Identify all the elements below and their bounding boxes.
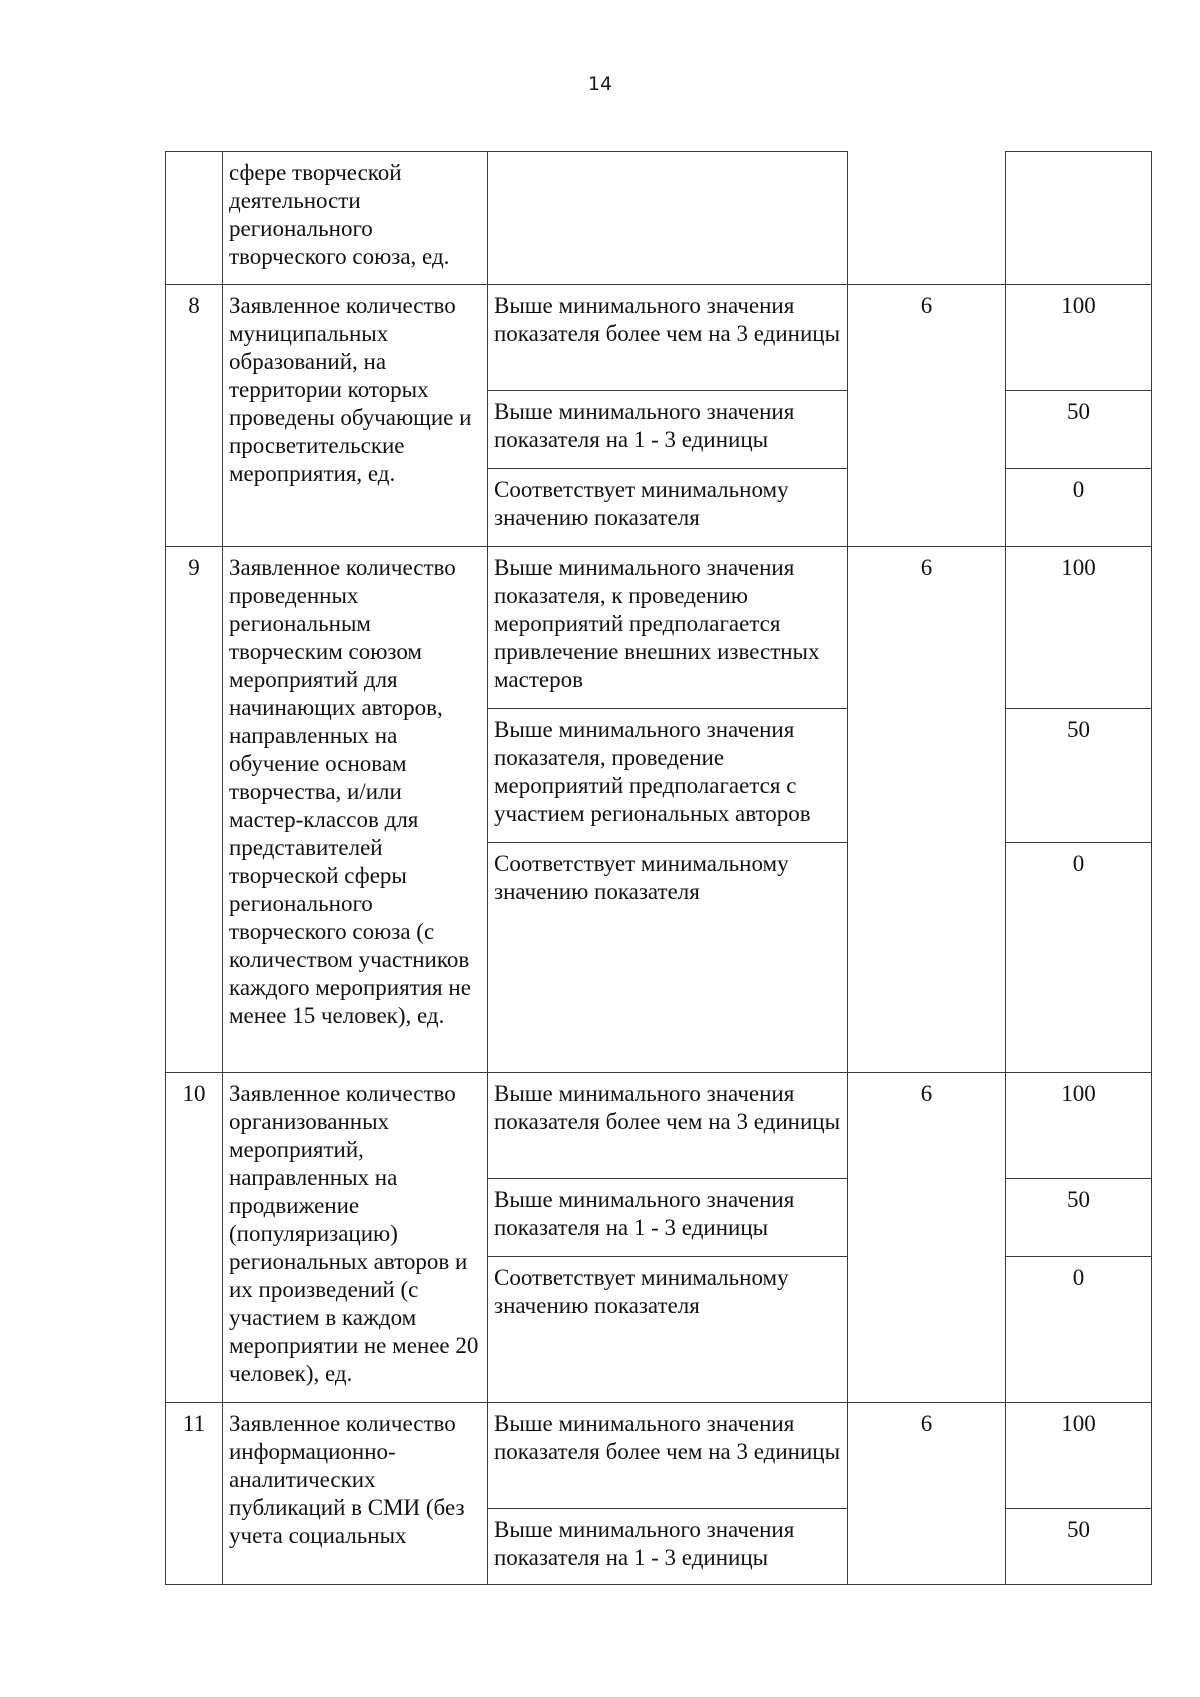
table-body (166, 152, 1152, 1585)
weight-value: 6 (848, 1403, 1006, 1585)
criterion-text: Выше минимального значения показателя на 1 - 3 единицы (488, 1509, 848, 1585)
weight-column-gap (848, 152, 1006, 285)
score-value: 50 (1006, 391, 1152, 469)
criterion-text: Соответствует минимальному значению показателя (488, 469, 848, 547)
criterion-text: Выше минимального значения показателя на 1 - 3 единицы (488, 1179, 848, 1257)
criterion-text: Соответствует минимальному значению показателя (488, 1257, 848, 1403)
indicator-name: Заявленное количество организованных мероприятий, направленных на продвижение (популяризацию) региональных авторов и их произведений (с участием в каждом мероприятии не менее 20 человек), ед. (223, 1073, 488, 1403)
indicator-name: Заявленное количество проведенных региональным творческим союзом мероприятий для начинающих авторов, направленных на обучение основам творчества, и/или мастер-классов для представителей творческой сферы регионального творческого союза (с количеством участников каждого мероприятия не менее 15 человек), ед. (223, 547, 488, 1073)
page-number: 14 (587, 73, 613, 95)
criterion-text: Выше минимального значения показателя более чем на 3 единицы (488, 285, 848, 391)
indicator-name: Заявленное количество информационно-аналитических публикаций в СМИ (без учета социальных (223, 1403, 488, 1585)
indicator-name: Заявленное количество муниципальных образований, на территории которых проведены обучающие и просветительские мероприятия, ед. (223, 285, 488, 547)
criteria-table (165, 151, 1152, 1585)
score-value: 100 (1006, 1073, 1152, 1179)
indicator-row (166, 1073, 1152, 1179)
score-value: 50 (1006, 1509, 1152, 1585)
row-number: 11 (166, 1403, 223, 1585)
score-value: 50 (1006, 709, 1152, 843)
weight-value: 6 (848, 547, 1006, 1073)
score-value: 100 (1006, 285, 1152, 391)
criterion-text: Соответствует минимальному значению показателя (488, 843, 848, 1073)
indicator-row (166, 285, 1152, 391)
criterion-cell (488, 152, 848, 285)
weight-value: 6 (848, 285, 1006, 547)
score-value: 0 (1006, 843, 1152, 1073)
criterion-text: Выше минимального значения показателя более чем на 3 единицы (488, 1403, 848, 1509)
criterion-text: Выше минимального значения показателя более чем на 3 единицы (488, 1073, 848, 1179)
row-number: 8 (166, 285, 223, 547)
weight-value: 6 (848, 1073, 1006, 1403)
score-value: 100 (1006, 547, 1152, 709)
indicator-row (166, 1403, 1152, 1509)
criterion-text: Выше минимального значения показателя, к проведению мероприятий предполагается привлечение внешних известных мастеров (488, 547, 848, 709)
score-value: 0 (1006, 1257, 1152, 1403)
continuation-row (166, 152, 1152, 285)
score-value: 50 (1006, 1179, 1152, 1257)
score-value: 100 (1006, 1403, 1152, 1509)
criterion-text: Выше минимального значения показателя на 1 - 3 единицы (488, 391, 848, 469)
row-number: 9 (166, 547, 223, 1073)
row-number-cell (166, 152, 223, 285)
indicator-row (166, 547, 1152, 709)
row-number: 10 (166, 1073, 223, 1403)
indicator-name-cell: сфере творческой деятельности регионального творческого союза, ед. (223, 152, 488, 285)
score-value: 0 (1006, 469, 1152, 547)
score-cell (1006, 152, 1152, 285)
criterion-text: Выше минимального значения показателя, проведение мероприятий предполагается с участием региональных авторов (488, 709, 848, 843)
